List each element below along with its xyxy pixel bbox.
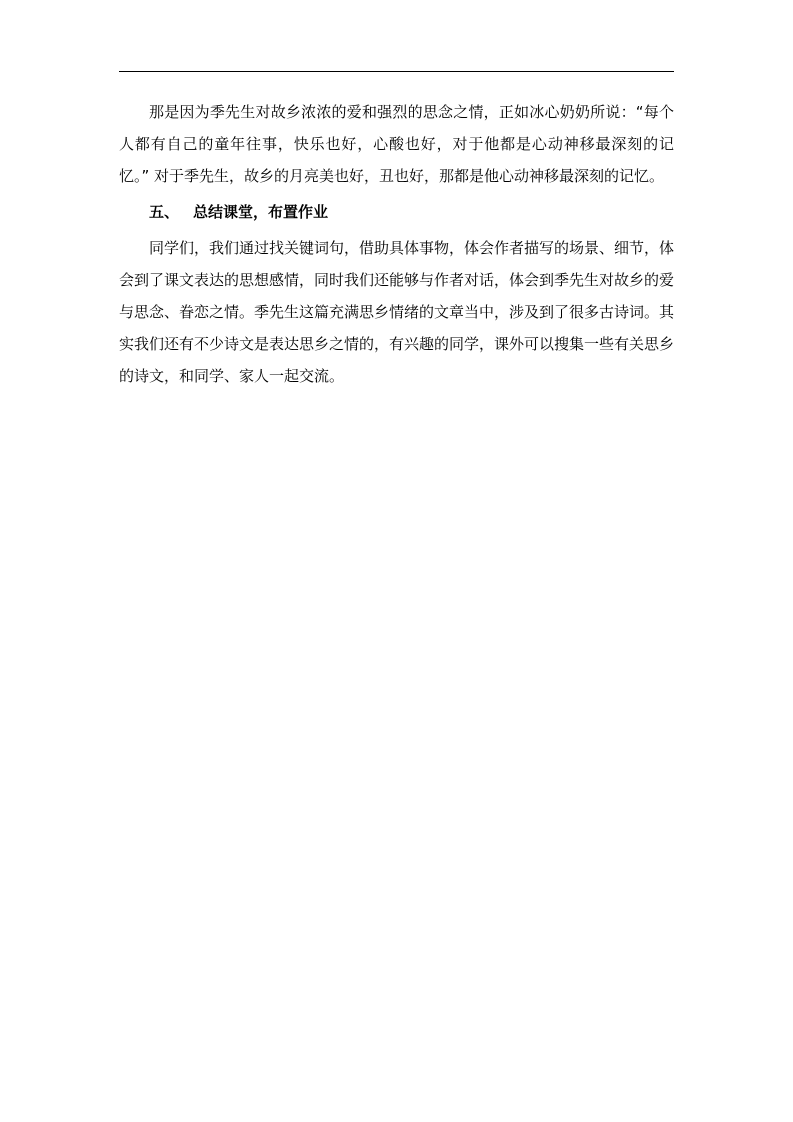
- header-rule: [119, 71, 674, 72]
- paragraph-memory: 那是因为季先生对故乡浓浓的爱和强烈的思念之情，正如冰心奶奶所说：“每个人都有自己的童年往事，快乐也好，心酸也好，对于他都是心动神移最深刻的记忆。” 对于季先生，故乡的月亮美也好，丑也好，那都是他心动神移最深刻的记忆。: [119, 103, 674, 185]
- section-title: 总结课堂，布置作业: [193, 203, 329, 221]
- document-body: [119, 96, 674, 392]
- paragraph-summary: 同学们，我们通过找关键词句，借助具体事物，体会作者描写的场景、细节，体会到了课文表达的思想感情，同时我们还能够与作者对话，体会到季先生对故乡的爱与思念、眷恋之情。季先生这篇充满思乡情绪的文章当中，涉及到了很多古诗词。其实我们还有不少诗文是表达思乡之情的，有兴趣的同学，课外可以搜集一些有关思乡的诗文，和同学、家人一起交流。: [119, 239, 675, 385]
- section-heading: [119, 196, 674, 228]
- section-number: 五、: [149, 203, 180, 221]
